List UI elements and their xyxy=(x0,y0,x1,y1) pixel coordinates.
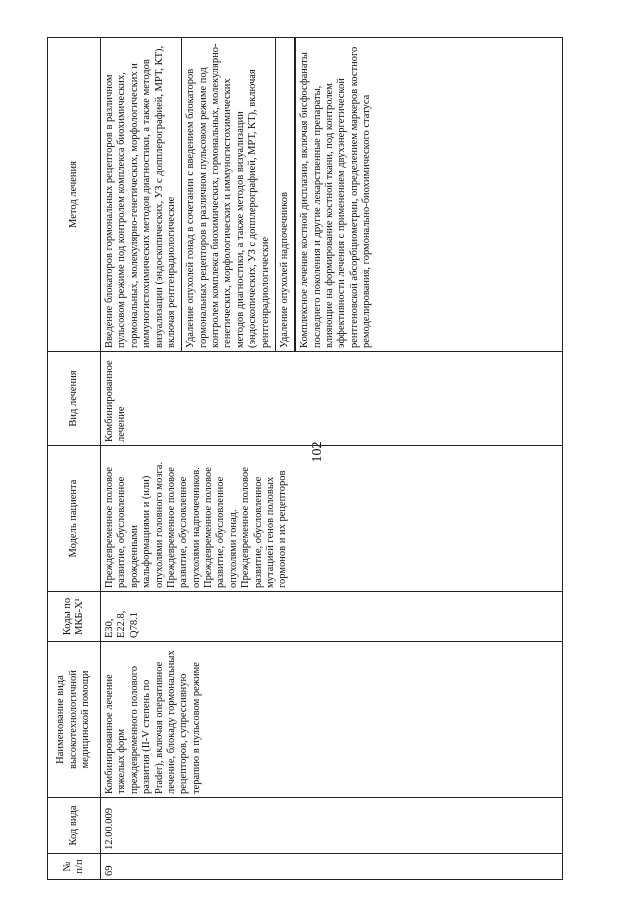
cell-model: Преждевременное половое развитие, обусловленное врожденными мальформациями и (или) опухолями головного мозга. Преждевременное половое развитие, обусловленное опухолями надпочечников. Преждевременное половое развитие, обусловленное опухолями гонад. Преждевременное половое развитие, обусловленное мутацией генов половых гормонов и их рецепторов xyxy=(101,446,563,592)
header-mkb: Коды по МКБ-Х¹ xyxy=(48,592,101,642)
method-item: Комплексное лечение костной дисплазии, включая бисфосфанаты последнего поколения и другие лекарственные препараты, влияющие на формирование костной ткани, под контролем эффективности лечения с применением двухэнергетической рентгеновской абсорбциометрии, определением маркеров костного ремоделирования, гормонально-биохимического статуса xyxy=(299,46,373,348)
table-header-row xyxy=(48,38,101,880)
cell-name: Комбинированное лечение тяжелых форм преждевременного полового развития (II-V степень по Prader), включая оперативное лечение, блокаду гормональных рецепторов, супрессивную терапию в пульсовом режиме xyxy=(101,642,563,798)
method-item: Удаление опухолей надпочечников xyxy=(276,38,296,351)
header-code: Код вида xyxy=(48,798,101,854)
header-type: Вид лечения xyxy=(48,352,101,446)
cell-method xyxy=(101,38,563,352)
treatment-table xyxy=(47,37,563,880)
page-number: 102 xyxy=(310,441,325,463)
header-method: Метод лечения xyxy=(48,38,101,352)
treatment-table-container xyxy=(47,38,567,880)
cell-type: Комбинированное лечение xyxy=(101,352,563,446)
header-name: Наименование вида высокотехнологичной медицинской помощи xyxy=(48,642,101,798)
cell-num: 69 xyxy=(101,854,563,880)
header-num: № п/п xyxy=(48,854,101,880)
table-row xyxy=(101,38,563,880)
header-model: Модель пациента xyxy=(48,446,101,592)
method-item: Удаление опухолей гонад в сочетании с введением блокаторов гормональных рецепторов в различном пульсовом режиме под контролем комплекса биохимических, гормональных, молекулярно-генетических, морфологических и иммуногистохимических методов диагностики, а также методов визуализации (эндоскопических, УЗ с допплерографией, МРТ, КТ), включая рентгенрадиологические xyxy=(182,38,276,351)
cell-code: 12.00.009 xyxy=(101,798,563,854)
cell-mkb: E30, E22.8, Q78.1 xyxy=(101,592,563,642)
method-item: Введение блокаторов гормональных рецепторов в различном пульсовом режиме под контролем комплекса биохимических, гормональных, молекулярно-генетических, морфологических и иммуногистохимических методов диагностики, а также методов визуализации (эндоскопических, УЗ с допплерографией, МРТ, КТ), включая рентгенрадиологические xyxy=(101,38,182,351)
